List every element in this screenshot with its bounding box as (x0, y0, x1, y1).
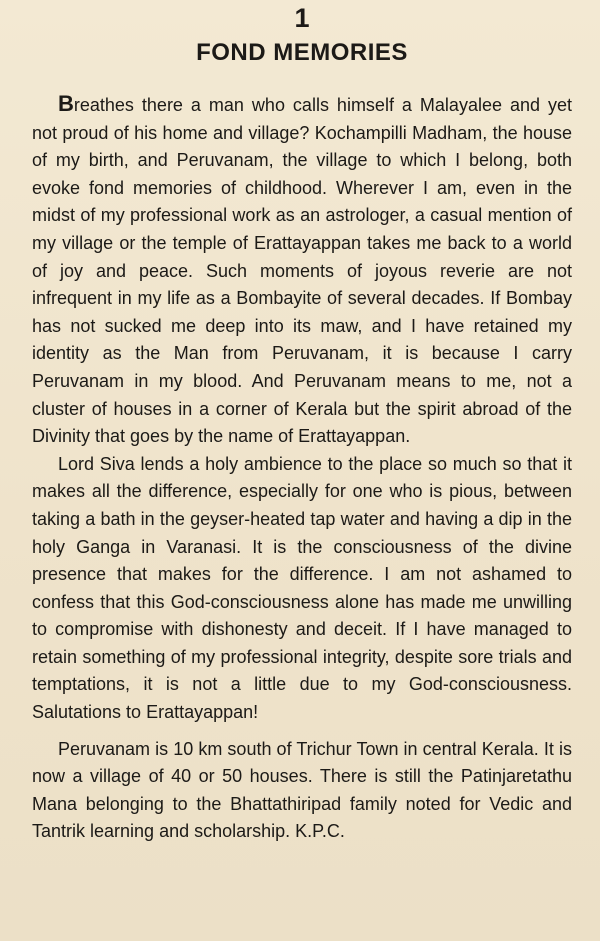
paragraph-2: Lord Siva lends a holy ambience to the place so much so that it makes all the difference, especially for one who is pious, between taking a bath in the geyser-heated tap water and having a dip in the holy Ganga in Varanasi. It is the consciousness of the divine presence that makes for the difference. I am not ashamed to confess that this God-consciousness alone has made me unwilling to compromise with dishonesty and deceit. If I have managed to retain something of my professional integrity, despite sore trials and temptations, it is not a little due to my God-consciousness. Salutations to Erattayappan! (32, 453, 572, 723)
drop-cap: B (58, 91, 74, 116)
chapter-body (32, 90, 572, 846)
chapter-title: FOND MEMORIES (196, 39, 408, 66)
paragraph-1 (32, 90, 572, 451)
paragraph-1-text: reathes there a man who calls himself a Malayalee and yet not proud of his home and village? Kochampilli Madham, the house of my birth, and Peruvanam, the village to which I belong, both evoke fond memories of childhood. Wherever I am, even in the midst of my professional work as an astrologer, a casual mention of my village or the temple of Erattayappan takes me back to a world of joy and peace. Such moments of joyous reverie are not infrequent in my life as a Bombayite of several decades. If Bombay has not sucked me deep into its maw, and I have retained my identity as the Man from Peruvanam, it is because I carry Peruvanam in my blood. And Peruvanam means to me, not a cluster of houses in a corner of Kerala but the spirit abroad of the Divinity that goes by the name of Erattayappan. (32, 95, 572, 447)
paragraph-3: Peruvanam is 10 km south of Trichur Town in central Kerala. It is now a village of 40 or 50 houses. There is still the Patinjaretathu Mana belonging to the Bhattathiripad family noted for Vedic and Tantrik learning and scholarship. K.P.C. (32, 738, 572, 842)
chapter-number: 1 (294, 3, 310, 33)
